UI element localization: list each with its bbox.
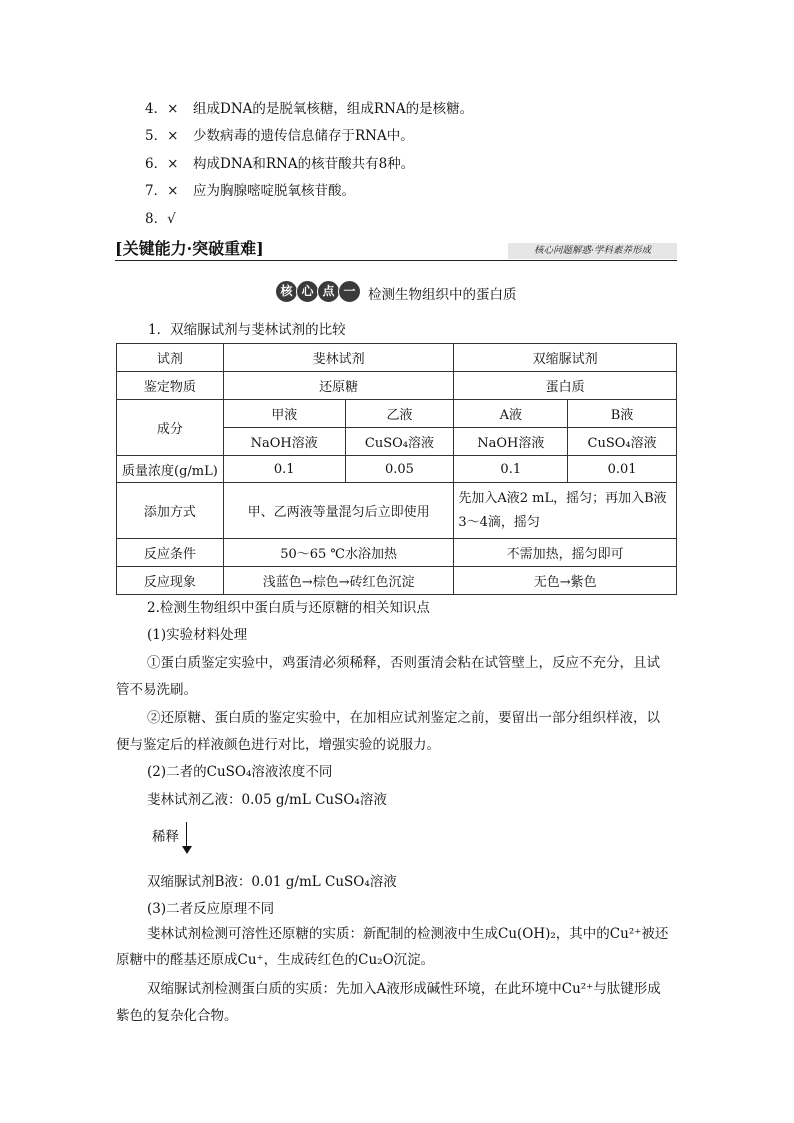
answer-number: 7．× bbox=[145, 183, 179, 199]
answer-item bbox=[145, 124, 414, 144]
badge-char: 点 bbox=[317, 280, 340, 303]
paragraph-line: ①蛋白质鉴定实验中，鸡蛋清必须稀释，否则蛋清会粘在试管壁上，反应不充分，且试 bbox=[147, 655, 660, 671]
section-tag: 核心问题解惑·学科素养形成 bbox=[508, 243, 677, 259]
table-header-cell: 斐林试剂 bbox=[223, 344, 454, 372]
keypoint-title: 检测生物组织中的蛋白质 bbox=[368, 287, 517, 303]
arrow-head-icon bbox=[182, 846, 192, 854]
table-row-label: 质量浓度(g/mL) bbox=[117, 456, 224, 483]
answer-number: 8．√ bbox=[145, 211, 176, 227]
subheading: 2.检测生物组织中蛋白质与还原糖的相关知识点 bbox=[147, 600, 430, 616]
subheading: (1)实验材料处理 bbox=[147, 627, 248, 643]
answer-item bbox=[145, 207, 193, 227]
table-cell: 还原糖 bbox=[223, 372, 454, 400]
paragraph-line: 紫色的复杂化合物。 bbox=[116, 1008, 238, 1024]
table-heading: 1．双缩脲试剂与斐林试剂的比较 bbox=[148, 322, 346, 338]
section-title: [关键能力·突破重难] bbox=[115, 239, 264, 258]
table-cell: 0.1 bbox=[223, 456, 345, 483]
table-cell: CuSO₄溶液 bbox=[568, 428, 677, 456]
answer-item bbox=[145, 152, 414, 172]
table-cell: 50～65 ℃水浴加热 bbox=[223, 539, 454, 567]
table-cell: 无色→紫色 bbox=[454, 567, 677, 595]
answer-text: 构成DNA和RNA的核苷酸共有8种。 bbox=[193, 156, 415, 172]
paragraph-line: 原糖中的醛基还原成Cu⁺，生成砖红色的Cu₂O沉淀。 bbox=[116, 952, 435, 968]
answer-number: 4．× bbox=[145, 101, 179, 117]
table-row-label: 反应现象 bbox=[117, 567, 224, 595]
table-cell: 不需加热，摇匀即可 bbox=[454, 539, 677, 567]
paragraph-line: 双缩脲试剂检测蛋白质的实质：先加入A液形成碱性环境，在此环境中Cu²⁺与肽键形成 bbox=[147, 981, 661, 997]
answer-item bbox=[145, 97, 473, 117]
table-cell: 蛋白质 bbox=[454, 372, 677, 400]
paragraph-line: 管不易洗刷。 bbox=[116, 682, 197, 698]
table-cell: 0.05 bbox=[345, 456, 454, 483]
table-cell: 甲、乙两液等量混匀后立即使用 bbox=[223, 483, 454, 539]
formula-line: 斐林试剂乙液：0.05 g/mL CuSO₄溶液 bbox=[147, 792, 387, 808]
table-cell: 先加入A液2 mL，摇匀；再加入B液3～4滴，摇匀 bbox=[454, 483, 677, 539]
keypoint-badge bbox=[275, 280, 359, 303]
subheading: (3)二者反应原理不同 bbox=[147, 901, 275, 917]
section-divider bbox=[115, 260, 677, 261]
table-cell: CuSO₄溶液 bbox=[345, 428, 454, 456]
formula-line: 双缩脲试剂B液：0.01 g/mL CuSO₄溶液 bbox=[147, 874, 397, 890]
comparison-table bbox=[116, 343, 677, 595]
answer-item bbox=[145, 179, 355, 199]
answer-text: 组成DNA的是脱氧核糖，组成RNA的是核糖。 bbox=[193, 101, 474, 117]
table-row-label: 添加方式 bbox=[117, 483, 224, 539]
dilute-label: 稀释 bbox=[152, 829, 179, 845]
answer-number: 5．× bbox=[145, 128, 179, 144]
table-cell: A液 bbox=[454, 400, 568, 428]
badge-char: 核 bbox=[275, 280, 298, 303]
table-cell: 乙液 bbox=[345, 400, 454, 428]
table-header-cell: 试剂 bbox=[117, 344, 224, 372]
subheading: (2)二者的CuSO₄溶液浓度不同 bbox=[147, 764, 333, 780]
table-cell: NaOH溶液 bbox=[454, 428, 568, 456]
table-header-cell: 双缩脲试剂 bbox=[454, 344, 677, 372]
table-row-label: 成分 bbox=[117, 400, 224, 456]
answer-text: 应为胸腺嘧啶脱氧核苷酸。 bbox=[193, 183, 355, 199]
table-cell: 0.1 bbox=[454, 456, 568, 483]
badge-char: 心 bbox=[296, 280, 319, 303]
table-cell: 浅蓝色→棕色→砖红色沉淀 bbox=[223, 567, 454, 595]
paragraph-line: 便与鉴定后的样液颜色进行对比，增强实验的说服力。 bbox=[116, 737, 440, 753]
table-cell: NaOH溶液 bbox=[223, 428, 345, 456]
paragraph-line: 斐林试剂检测可溶性还原糖的实质：新配制的检测液中生成Cu(OH)₂，其中的Cu²⁺被还 bbox=[147, 926, 669, 942]
answer-text: 少数病毒的遗传信息储存于RNA中。 bbox=[193, 128, 414, 144]
paragraph-line: ②还原糖、蛋白质的鉴定实验中，在加相应试剂鉴定之前，要留出一部分组织样液，以 bbox=[147, 710, 660, 726]
table-cell: 0.01 bbox=[568, 456, 677, 483]
table-row-label: 反应条件 bbox=[117, 539, 224, 567]
table-row-label: 鉴定物质 bbox=[117, 372, 224, 400]
table-cell: 甲液 bbox=[223, 400, 345, 428]
answer-number: 6．× bbox=[145, 156, 179, 172]
table-cell: B液 bbox=[568, 400, 677, 428]
badge-char: 一 bbox=[338, 280, 361, 303]
